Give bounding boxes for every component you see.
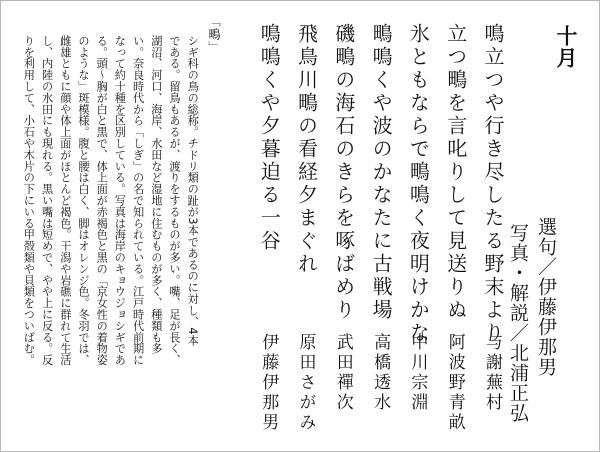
commentary-line: る。頭〜胸が白と黒で、体上面が赤褐色と黒の「京女性の着物姿 — [95, 35, 109, 366]
selection-credit: 選句／伊藤伊那男 — [535, 217, 557, 377]
haiku-poem: 鳴立つや行き尽したる野末より — [481, 23, 505, 345]
haiku-author: 高橋透水 — [370, 333, 391, 413]
haiku-poem: 飛鳥川鴫の看経夕まぐれ — [294, 23, 319, 276]
haiku-poem: 鴫鳴くや波のかなたに古戦場 — [369, 23, 394, 322]
haiku-author: 与謝蕪村 — [482, 333, 502, 413]
haiku-author: 原田さがみ — [295, 333, 316, 433]
commentary-line: である。留鳥もあるが、渡りをするものが多い。嘴、足が長く、 — [168, 35, 181, 366]
commentary-line: シギ科の鳥の総称。チドリ類の趾が3本であるのに対し、4本 — [186, 35, 200, 347]
haiku-author: 中川宗淵 — [407, 333, 428, 413]
month-heading: 十月 — [554, 25, 579, 69]
haiku-author: 伊藤伊那男 — [258, 333, 279, 433]
haiku-poem: 鳴鳴くや夕暮迫る一谷 — [257, 23, 282, 253]
commentary-line: なって約十種を区別している。写真は海岸のキョウジョシギであ — [113, 35, 127, 366]
commentary-line: のような」斑模様。腹と腰は白く、脚はオレンジ色。冬羽では、 — [77, 35, 90, 366]
commentary-line: 湖沼、河口、海岸、水田など湿地に住むものが多く、種類も多 — [149, 35, 163, 355]
commentary-line: りを利用して、小石や木片の下にいる甲殻類や貝類をついばむ。 — [22, 35, 36, 366]
commentary-line: し、内陸の水田にも現れる。黒い嘴は短めで、やや上に反る。反 — [40, 35, 54, 366]
haiku-poem: 氷ともならで鴫鳴く夜明けかな — [406, 23, 431, 345]
haiku-author: 武田禪次 — [332, 333, 353, 413]
haiku-poem: 立つ鴫を言叱りして見送りぬ — [443, 23, 468, 322]
section-title: 「鴫」 — [207, 15, 221, 54]
photo-commentary-credit: 写真・解説／北浦正弘 — [507, 223, 529, 423]
commentary-line: 雌雄ともに顔や体上面がほとんど褐色。干潟や岩礁に群れて生活 — [58, 35, 72, 366]
haiku-poem: 磯鴫の海石のきらを啄ばめり — [331, 23, 356, 322]
commentary-line: い。奈良時代から「しぎ」の名で知られている。江戸時代前期に — [131, 35, 145, 366]
haiku-author: 阿波野青畝 — [444, 333, 465, 433]
